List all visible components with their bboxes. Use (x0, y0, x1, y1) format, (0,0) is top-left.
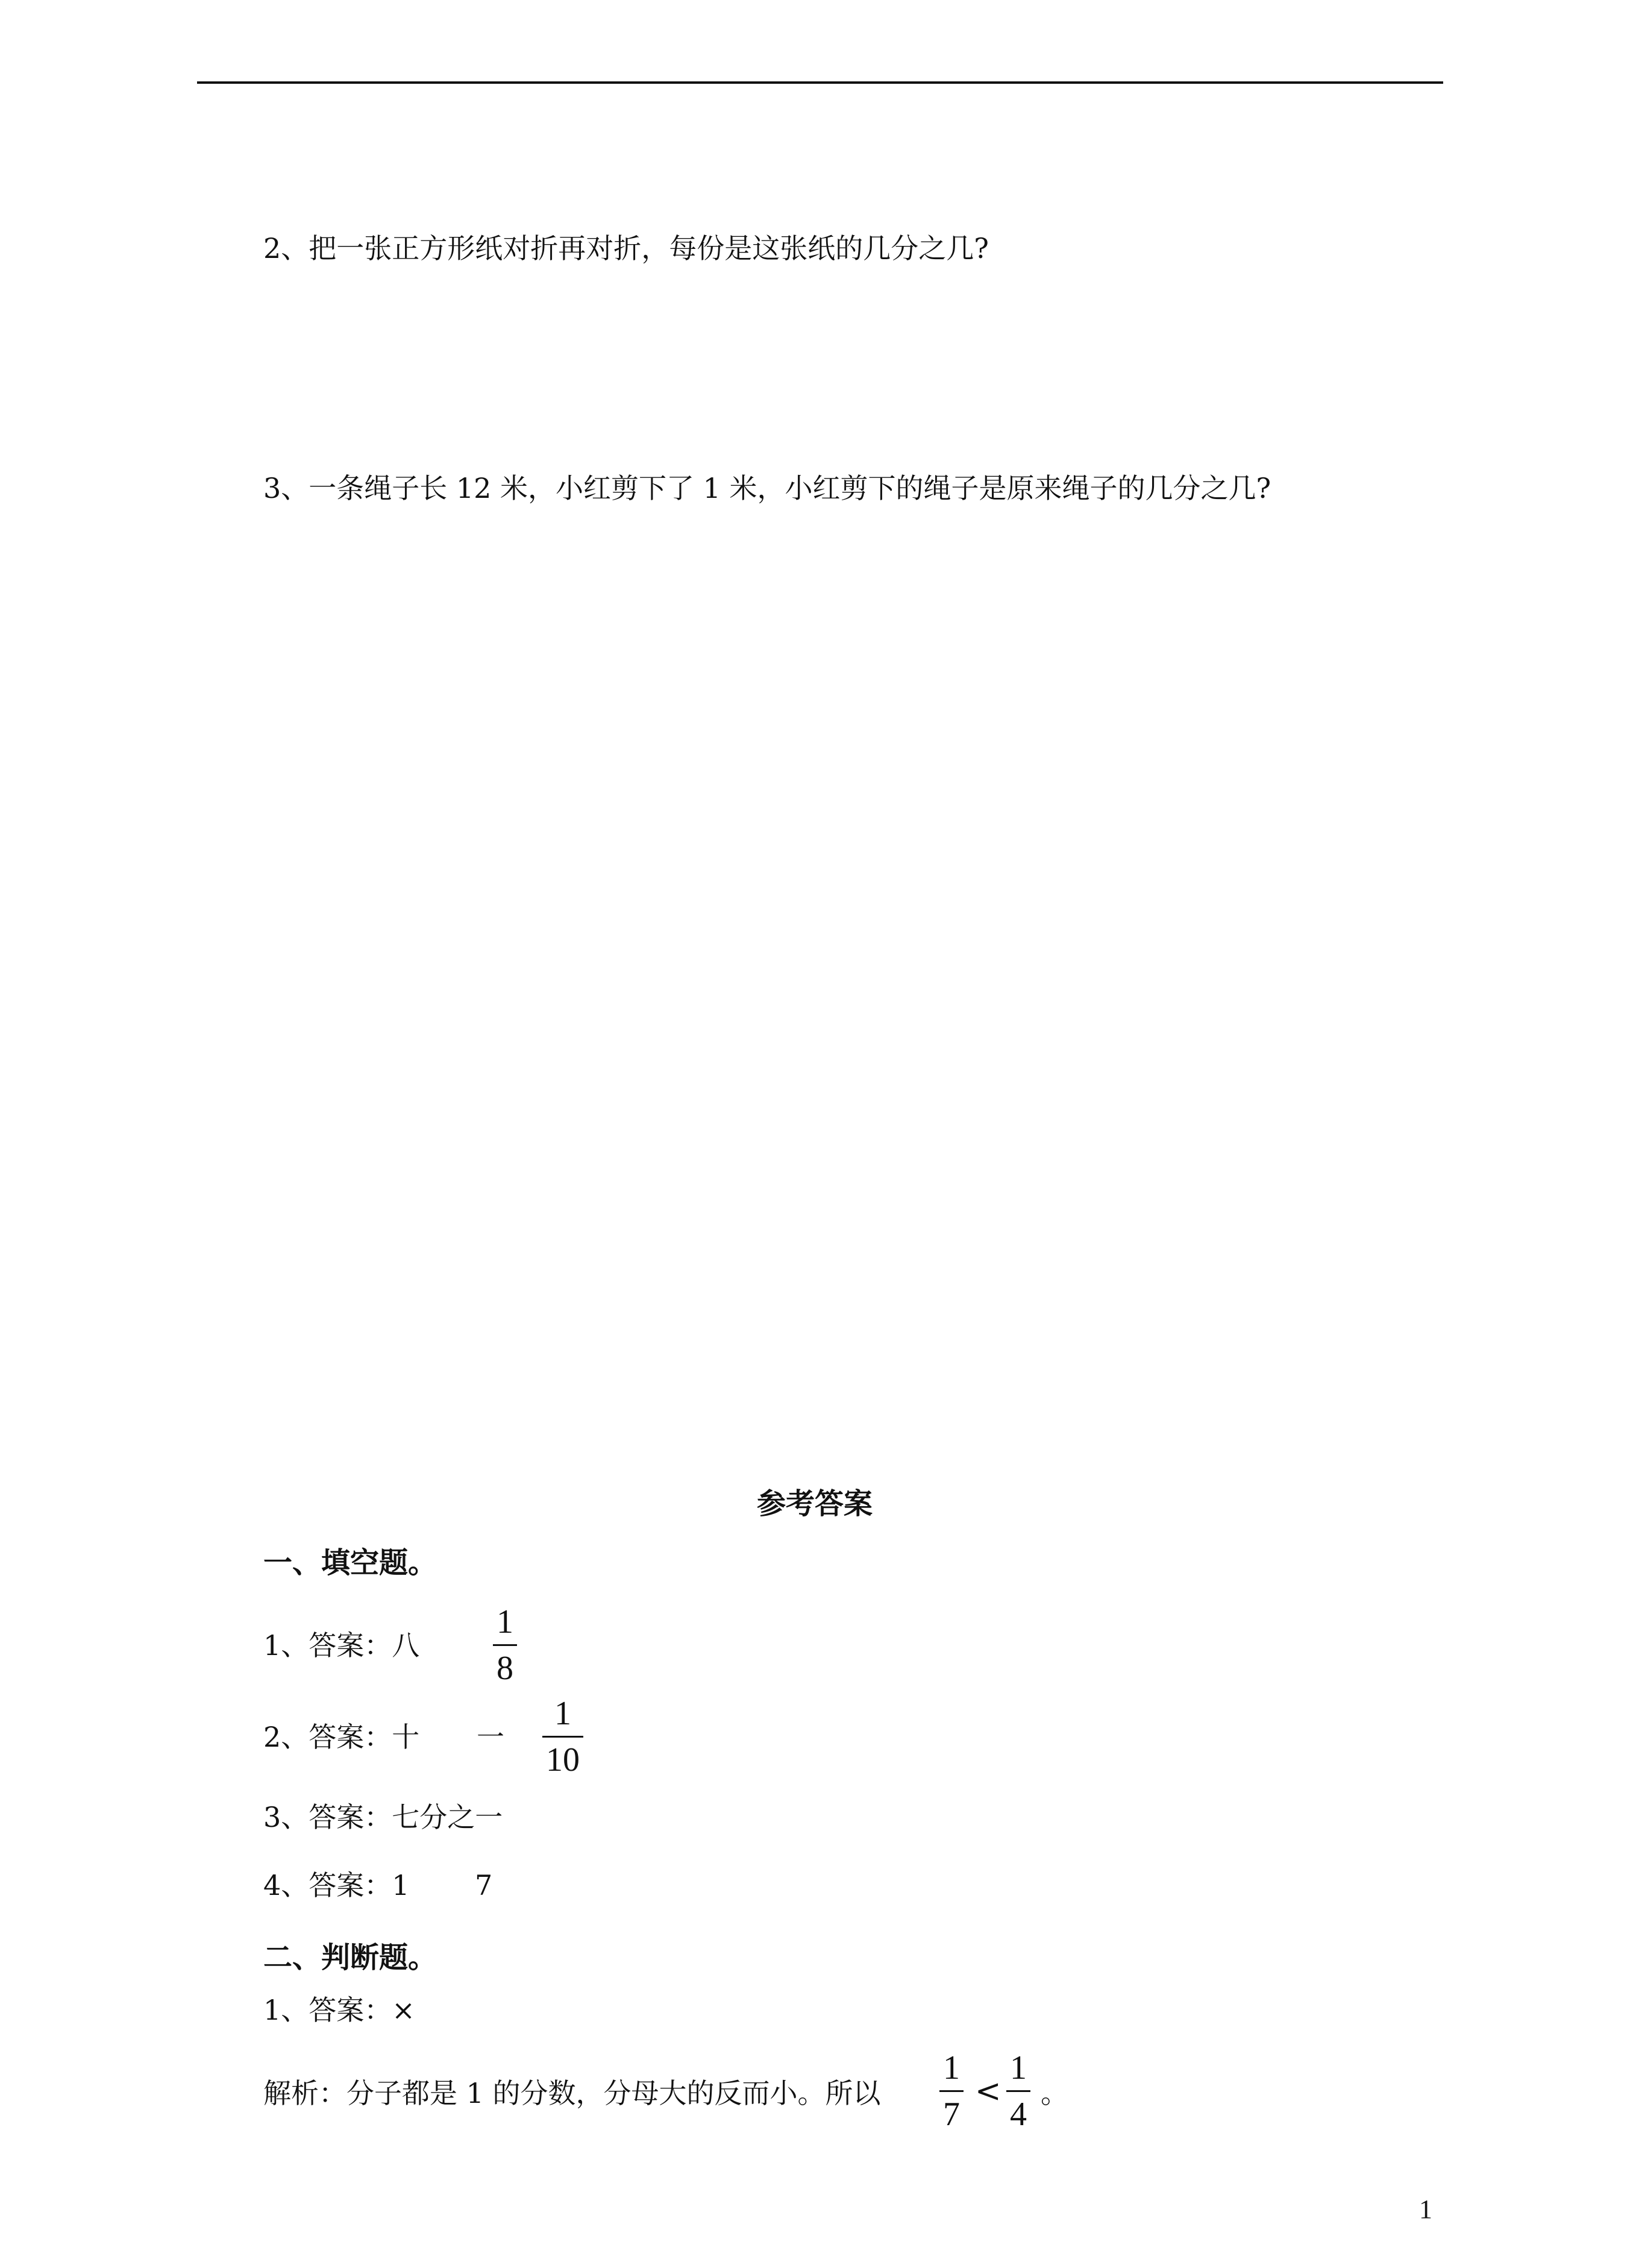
fraction-numerator: 1 (943, 2049, 960, 2087)
judge-1-text: 1、答案：× (263, 1994, 415, 2026)
analysis-fraction-1 (939, 2049, 964, 2133)
answers-title: 参考答案 (757, 1487, 873, 1521)
answer-1-fraction (493, 1603, 517, 1687)
answer-1-text: 1、答案：八 (263, 1629, 420, 1662)
analysis-text: 解析：分子都是 1 的分数，分母大的反而小。所以 (263, 2077, 881, 2109)
fraction-numerator: 1 (554, 1695, 571, 1732)
analysis-fraction-2 (1006, 2049, 1030, 2133)
answer-2-fraction (542, 1695, 583, 1779)
page-number: 1 (1419, 2194, 1432, 2224)
fraction-numerator: 1 (497, 1603, 513, 1641)
answer-2-text: 2、答案：十 (263, 1721, 420, 1753)
fraction-denominator: 10 (546, 1741, 580, 1779)
less-than-sign: < (975, 2073, 1001, 2109)
answer-4-value: 7 (475, 1869, 493, 1902)
header-rule (197, 81, 1443, 84)
fraction-denominator: 7 (943, 2096, 960, 2133)
fraction-bar (542, 1736, 583, 1738)
section-fill-blank-heading: 一、填空题。 (263, 1546, 437, 1580)
fraction-denominator: 8 (497, 1650, 513, 1687)
answer-4-text: 4、答案：1 (263, 1869, 410, 1902)
fraction-bar (939, 2090, 964, 2092)
answer-3-text: 3、答案：七分之一 (263, 1801, 503, 1833)
fraction-bar (493, 1644, 517, 1646)
question-2: 2、把一张正方形纸对折再对折，每份是这张纸的几分之几? (263, 232, 989, 265)
answer-2-mid: 一 (477, 1721, 504, 1753)
fraction-denominator: 4 (1010, 2096, 1027, 2133)
fraction-numerator: 1 (1010, 2049, 1027, 2087)
end-punctuation: 。 (1041, 2077, 1068, 2109)
fraction-bar (1006, 2090, 1030, 2092)
question-3: 3、一条绳子长 12 米，小红剪下了 1 米，小红剪下的绳子是原来绳子的几分之几? (263, 472, 1271, 504)
section-judge-heading: 二、判断题。 (263, 1941, 437, 1974)
